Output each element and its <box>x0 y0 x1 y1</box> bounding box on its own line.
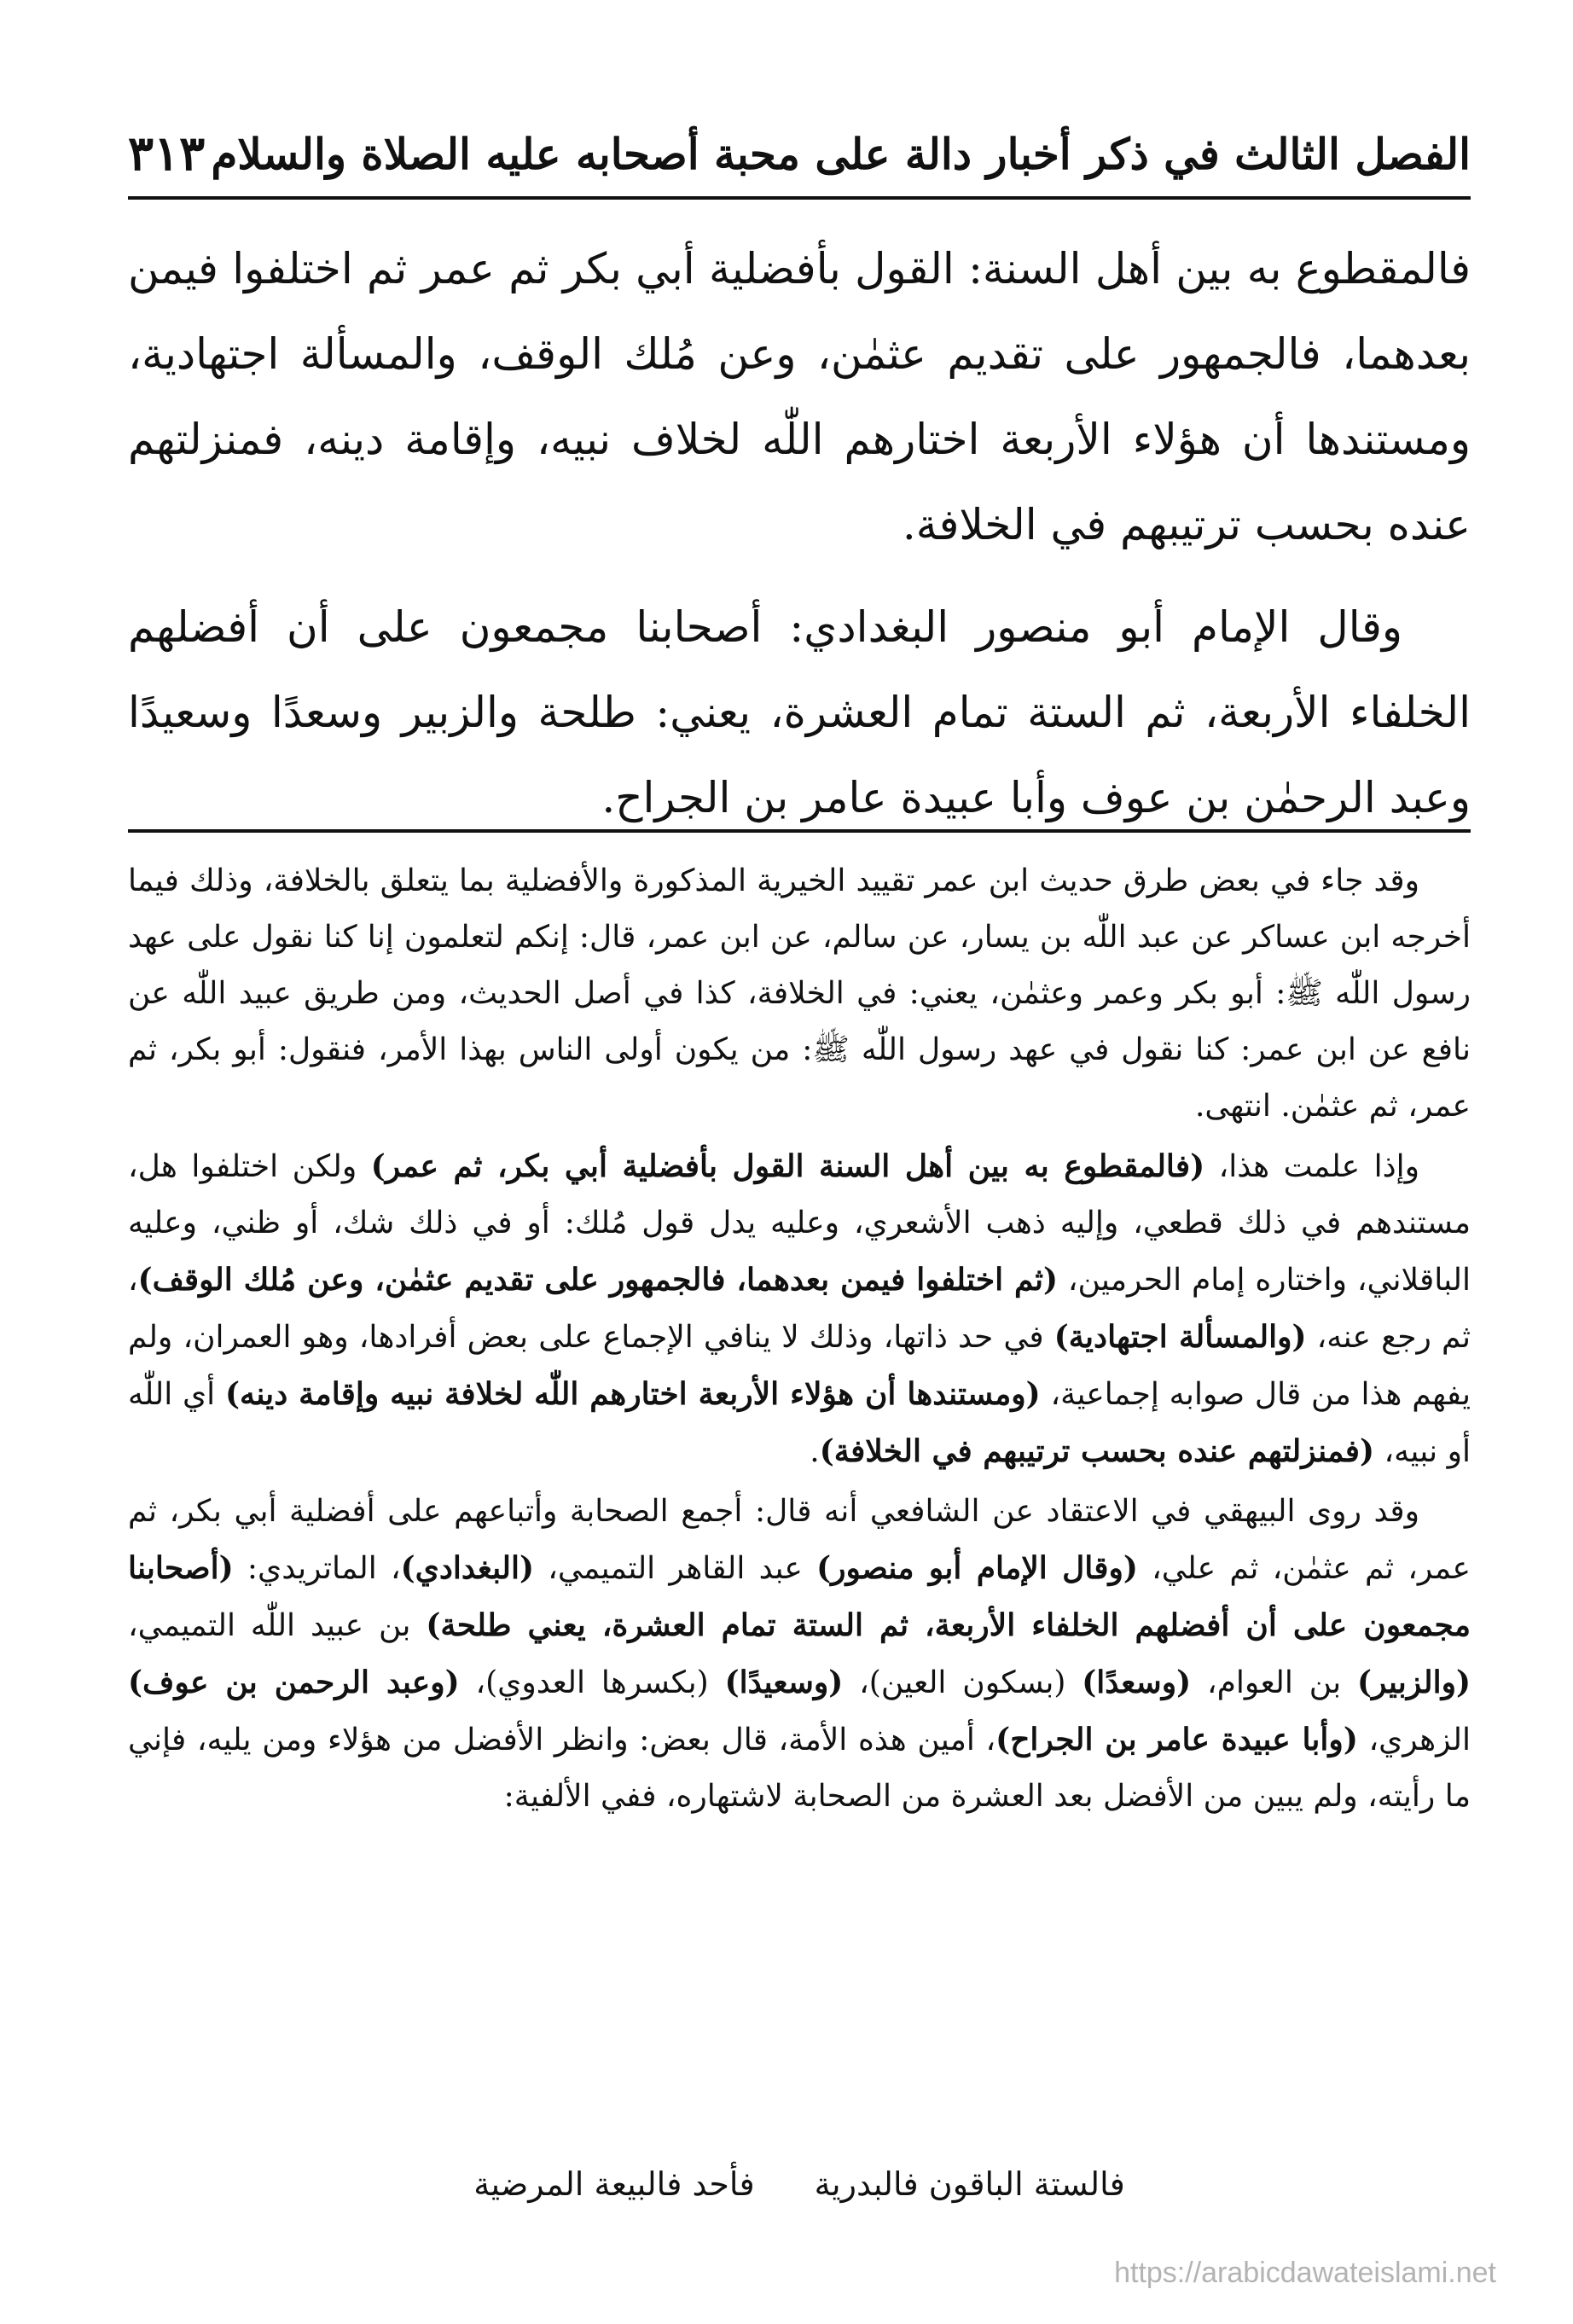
commentary-text: عبد القاهر التميمي، <box>533 1551 817 1586</box>
commentary-text: أي اللّٰه أو نبيه، <box>128 1377 1471 1469</box>
main-paragraph-2: وقال الإمام أبو منصور البغدادي: أصحابنا مجمعون على أن أفضلهم الخلفاء الأربعة، ثم الستة تمام العشرة، يعني: طلحة والزبير وسعدًا وسعيدًا وعبد الرحمٰن بن عوف وأبا عبيدة عامر بن الجراح. <box>128 602 1471 822</box>
quoted-text: (أصحابنا مجمعون على أن أفضلهم الخلفاء الأربعة، ثم الستة تمام العشرة، يعني طلحة) <box>128 1550 1471 1643</box>
header-rule <box>128 196 1471 200</box>
commentary-text: (بسكون العين)، <box>843 1665 1083 1700</box>
commentary-paragraph-2 <box>128 1138 1471 1480</box>
commentary-text: (بكسرها العدوي)، <box>459 1665 725 1700</box>
quoted-text: (فالمقطوع به بين أهل السنة القول بأفضلية أبي بكر، ثم عمر) <box>370 1148 1205 1184</box>
commentary-text: . <box>810 1434 820 1469</box>
watermark-url: https://arabicdawateislami.net <box>1114 2257 1496 2289</box>
commentary-paragraph-1: وقد جاء في بعض طرق حديث ابن عمر تقييد الخيرية المذكورة والأفضلية بما يتعلق بالخلافة، وذلك فيما أخرجه ابن عساكر عن عبد اللّٰه بن يسار، عن سالم، عن ابن عمر، قال: إنكم لتعلمون إنا كنا نقول على عهد رسول اللّٰه ﷺ: أبو بكر وعمر وعثمٰن، يعني: في الخلافة، كذا في أصل الحديث، ومن طريق عبيد اللّٰه عن نافع عن ابن عمر: كنا نقول في عهد رسول اللّٰه ﷺ: من يكون أولى الناس بهذا الأمر، فنقول: أبو بكر، ثم عمر، ثم عثمٰن. انتهى. <box>128 863 1471 1124</box>
commentary-text: وإذا علمت هذا، <box>1204 1149 1420 1184</box>
quoted-text: (ثم اختلفوا فيمن بعدهما، فالجمهور على تقديم عثمٰن، وعن مُلك الوقف) <box>137 1262 1059 1298</box>
commentary-separator <box>128 829 1471 833</box>
quoted-text: (البغدادي) <box>400 1550 534 1586</box>
poem-hemistich-1: فالستة الباقون فالبدرية <box>814 2165 1125 2203</box>
quoted-text: (وسعدًا) <box>1082 1665 1192 1700</box>
commentary-text: الزهري، <box>1357 1723 1471 1758</box>
commentary-text: بن عبيد اللّٰه التميمي، <box>128 1608 427 1643</box>
main-text <box>128 226 1471 857</box>
quoted-text: (ومستندها أن هؤلاء الأربعة اختارهم اللّٰه لخلافة نبيه وإقامة دينه) <box>224 1376 1041 1412</box>
commentary-paragraph-3 <box>128 1484 1471 1825</box>
poem-hemistich-2: فأحد فالبيعة المرضية <box>473 2165 755 2203</box>
quoted-text: (وسعيدًا) <box>724 1665 844 1700</box>
commentary-text: في حد ذاتها، وذلك لا ينافي الإجماع على بعض أفرادها، وهو العمران، ولم يفهم هذا من قال صوابه إجماعية، <box>128 1320 1471 1412</box>
page-number: ٣١٣ <box>128 125 206 182</box>
quoted-text: (وأبا عبيدة عامر بن الجراح) <box>995 1722 1358 1758</box>
commentary-text: بن العوام، <box>1191 1665 1357 1700</box>
commentary-text: وقد روى البيهقي في الاعتقاد عن الشافعي أنه قال: أجمع الصحابة وأتباعهم على أفضلية أبي بكر، ثم عمر، ثم عثمٰن، ثم علي، <box>128 1494 1471 1586</box>
commentary-text: ولكن اختلفوا هل، مستندهم في ذلك قطعي، وإليه ذهب الأشعري، وعليه يدل قول مُلك: أو في ذلك شك، أو ظني، وعليه الباقلاني، واختاره إمام الحرمين، <box>128 1149 1471 1298</box>
commentary-text: ، أمين هذه الأمة، قال بعض: وانظر الأفضل من هؤلاء ومن يليه، فإني ما رأيته، ولم يبين من الأفضل بعد العشرة من الصحابة لاشتهاره، ففي الألفية: <box>128 1723 1471 1814</box>
commentary-text: ، الماتريدي: <box>233 1551 401 1586</box>
quoted-text: (وعبد الرحمن بن عوف) <box>128 1665 460 1700</box>
commentary <box>128 853 1471 1828</box>
quoted-text: (وقال الإمام أبو منصور) <box>816 1550 1138 1586</box>
main-paragraph-1: فالمقطوع به بين أهل السنة: القول بأفضلية أبي بكر ثم عمر ثم اختلفوا فيمن بعدهما، فالجمهور على تقديم عثمٰن، وعن مُلك الوقف، والمسألة اجتهادية، ومستندها أن هؤلاء الأربعة اختارهم اللّٰه لخلاف نبيه، وإقامة دينه، فمنزلتهم عنده بحسب ترتيبهم في الخلافة. <box>128 244 1471 549</box>
page-header <box>128 119 1471 188</box>
quoted-text: (فمنزلتهم عنده بحسب ترتيبهم في الخلافة) <box>819 1433 1375 1469</box>
poem-verse <box>128 2158 1471 2210</box>
commentary-text: ، ثم رجع عنه، <box>128 1263 1471 1355</box>
quoted-text: (والمسألة اجتهادية) <box>1054 1319 1307 1355</box>
running-title: الفصل الثالث في ذكر أخبار دالة على محبة أصحابه عليه الصلاة والسلام <box>211 128 1471 179</box>
quoted-text: (والزبير) <box>1356 1665 1471 1700</box>
